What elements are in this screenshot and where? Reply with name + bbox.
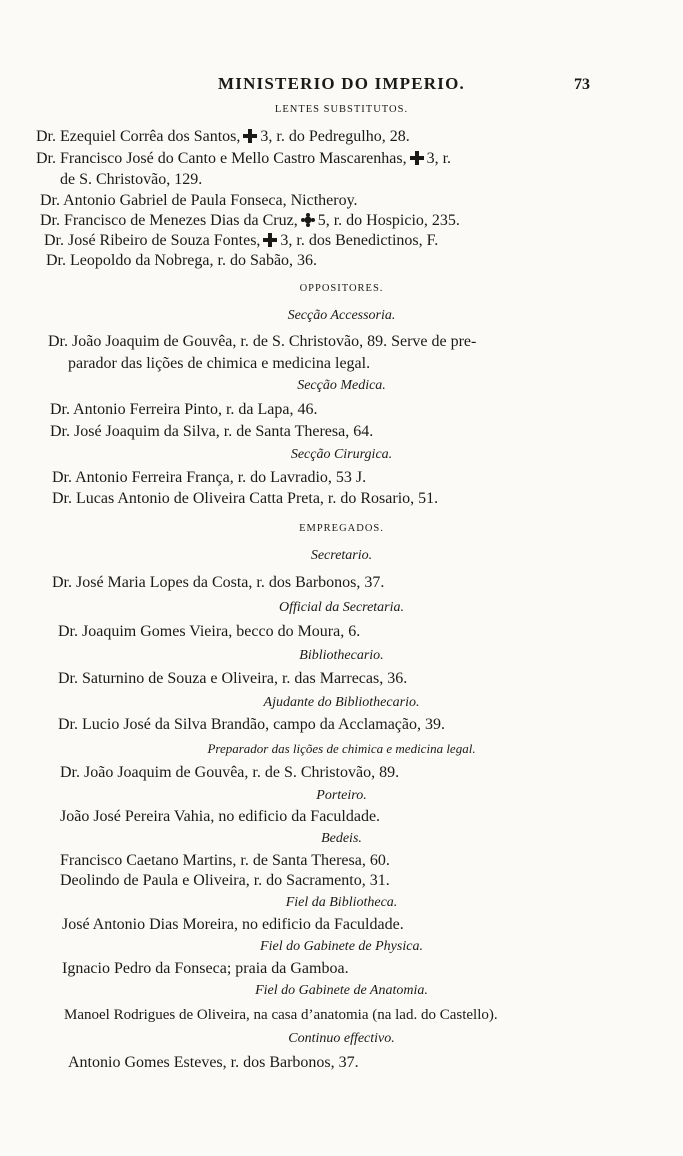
entry-line: Dr. Ezequiel Corrêa dos Santos, 3, r. do Pedregulho, 28. [36,128,410,145]
subheading-official: Official da Secretaria. [278,600,405,615]
entry-line: Dr. Saturnino de Souza e Oliveira, r. das Marrecas, 36. [58,670,408,687]
entry-line: Dr. José Joaquim da Silva, r. de Santa Theresa, 64. [50,423,374,440]
order-cross-icon [410,151,424,165]
subheading-bedeis: Bedeis. [321,831,362,846]
entry-line: Dr. Antonio Ferreira Pinto, r. da Lapa, 46. [50,401,318,418]
entry-line: Dr. Francisco de Menezes Dias da Cruz, 5, r. do Hospicio, 235. [40,212,460,229]
entry-line: Francisco Caetano Martins, r. de Santa Theresa, 60. [60,852,390,869]
order-cross-icon [243,129,257,143]
order-rose-icon [301,213,315,227]
entry-line: Dr. Lucio José da Silva Brandão, campo da Acclamação, 39. [58,716,445,733]
subheading-secretario: Secretario. [310,548,373,563]
section-heading-empregados: EMPREGADOS. [299,523,384,534]
subheading-fiel-bibliotheca: Fiel da Bibliotheca. [285,895,398,910]
entry-line: Dr. Joaquim Gomes Vieira, becco do Moura, 6. [58,623,361,640]
subheading-seccao-accessoria: Secção Accessoria. [287,308,396,323]
section-heading-lentes: LENTES SUBSTITUTOS. [274,104,409,115]
entry-line: Dr. José Ribeiro de Souza Fontes, 3, r. dos Benedictinos, F. [44,232,439,249]
entry-line: Dr. Leopoldo da Nobrega, r. do Sabão, 36. [46,252,318,269]
subheading-porteiro: Porteiro. [316,788,367,803]
subheading-continuo: Continuo effectivo. [288,1031,395,1046]
entry-line: Manoel Rodrigues de Oliveira, na casa d’anatomia (na lad. do Castello). [64,1007,498,1023]
subheading-fiel-physica: Fiel do Gabinete de Physica. [260,939,423,954]
order-cross-icon [263,233,277,247]
entry-line: José Antonio Dias Moreira, no edificio da Faculdade. [62,916,404,933]
entry-line: de S. Christovão, 129. [60,171,203,188]
entry-line: Ignacio Pedro da Fonseca; praia da Gamboa. [62,960,349,977]
entry-line: Deolindo de Paula e Oliveira, r. do Sacramento, 31. [60,872,390,889]
page-title: MINISTERIO DO IMPERIO. [218,74,465,93]
subheading-fiel-anatomia: Fiel do Gabinete de Anatomia. [255,983,428,998]
entry-line: Antonio Gomes Esteves, r. dos Barbonos, 37. [68,1054,359,1071]
entry-line: parador das lições de chimica e medicina legal. [68,355,371,372]
subheading-seccao-medica: Secção Medica. [297,378,386,393]
subheading-seccao-cirurgica: Secção Cirurgica. [290,447,393,462]
subheading-bibliothecario: Bibliothecario. [299,648,384,663]
entry-line: Dr. Francisco José do Canto e Mello Castro Mascarenhas, 3, r. [36,150,452,167]
entry-line: Dr. Antonio Ferreira França, r. do Lavradio, 53 J. [52,469,367,486]
subheading-ajudante: Ajudante do Bibliothecario. [263,695,420,710]
entry-line: Dr. João Joaquim de Gouvêa, r. de S. Christovão, 89. [60,764,400,781]
entry-line: João José Pereira Vahia, no edificio da Faculdade. [60,808,381,825]
entry-line: Dr. João Joaquim de Gouvêa, r. de S. Christovão, 89. Serve de pre- [48,333,477,350]
subheading-preparador: Preparador das lições de chimica e medicina legal. [207,741,476,756]
entry-line: Dr. Antonio Gabriel de Paula Fonseca, Nictheroy. [40,192,358,209]
entry-line: Dr. Lucas Antonio de Oliveira Catta Preta, r. do Rosario, 51. [52,490,439,507]
entry-line: Dr. José Maria Lopes da Costa, r. dos Barbonos, 37. [52,574,385,591]
page-number: 73 [574,76,590,93]
section-heading-oppositores: OPPOSITORES. [299,283,384,294]
